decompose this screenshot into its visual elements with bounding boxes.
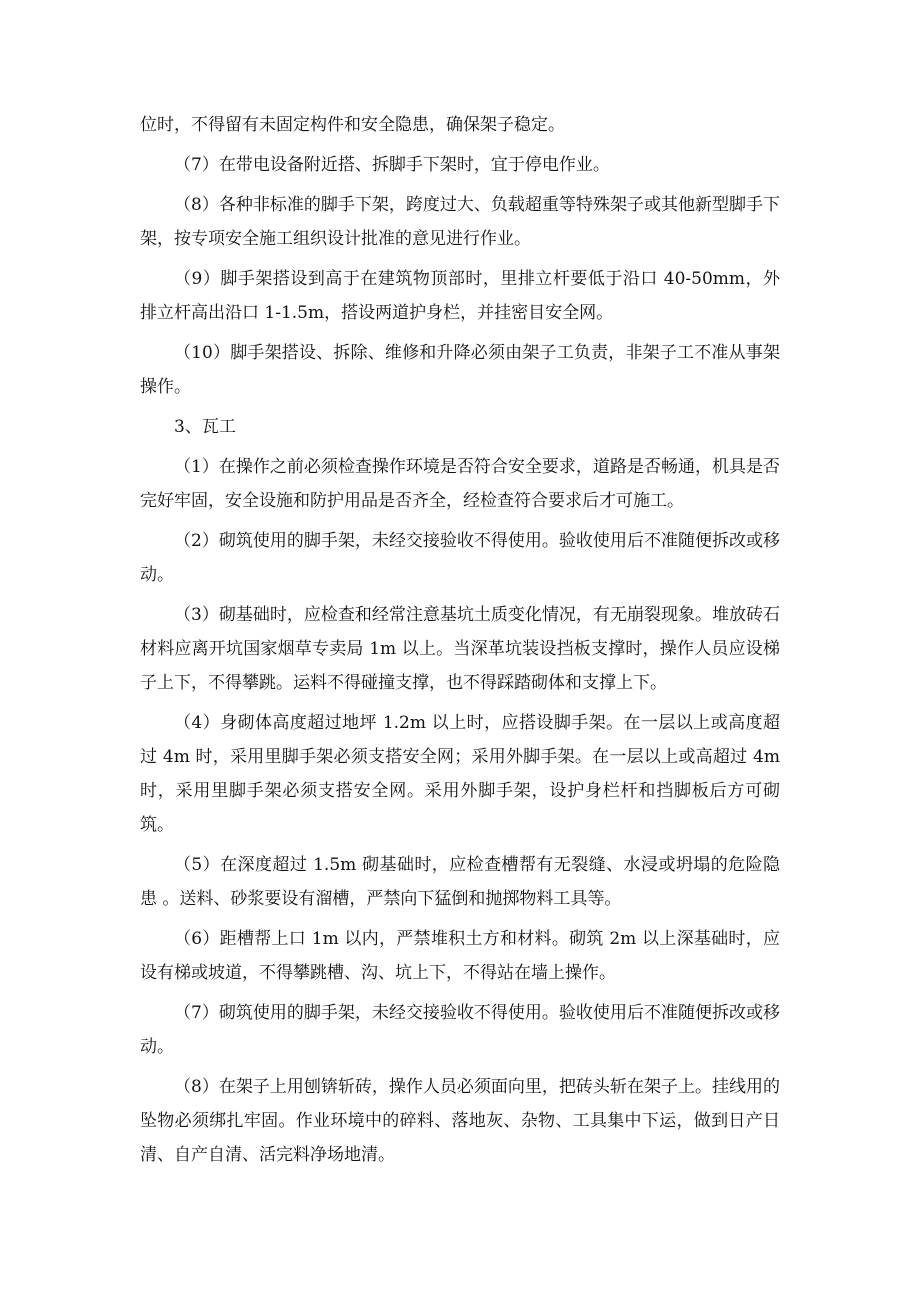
- paragraph-continuation: 位时，不得留有未固定构件和安全隐患，确保架子稳定。: [140, 115, 565, 135]
- document-body: [140, 108, 780, 1178]
- paragraph-bricklayer-2: （2）砌筑使用的脚手架，未经交接验收不得使用。验收使用后不准随便拆改或移动。: [140, 531, 780, 585]
- paragraph-bricklayer-5: （5）在深度超过 1.5m 砌基础时，应检查槽帮有无裂缝、水浸或坍塌的危险隐患 。送料、砂浆要设有溜槽，严禁向下猛倒和抛掷物料工具等。: [140, 855, 780, 909]
- paragraph-bricklayer-6: （6）距槽帮上口 1m 以内，严禁堆积土方和材料。砌筑 2m 以上深基础时，应设有梯或坡道，不得攀跳槽、沟、坑上下，不得站在墙上操作。: [140, 929, 780, 983]
- paragraph-item-7: （7）在带电设备附近搭、拆脚手下架时，宜于停电作业。: [174, 155, 610, 175]
- paragraph-bricklayer-1: （1）在操作之前必须检查操作环境是否符合安全要求，道路是否畅通，机具是否完好牢固，安全设施和防护用品是否齐全，经检查符合要求后才可施工。: [140, 457, 780, 511]
- paragraph-bricklayer-7: （7）砌筑使用的脚手架，未经交接验收不得使用。验收使用后不准随便拆改或移动。: [140, 1003, 780, 1057]
- paragraph-bricklayer-4: （4）身砌体高度超过地坪 1.2m 以上时，应搭设脚手架。在一层以上或高度超过 4m 时，采用里脚手架必须支搭安全网；采用外脚手架。在一层以上或高超过 4m 时，采用里脚手架必须支搭安全网。采用外脚手架，设护身栏杆和挡脚板后方可砌筑。: [140, 713, 780, 835]
- section-heading-bricklayer: 3、瓦工: [174, 417, 236, 437]
- paragraph-bricklayer-8: （8）在架子上用刨锛斩砖，操作人员必须面向里，把砖头斩在架子上。挂线用的坠物必须绑扎牢固。作业环境中的碎料、落地灰、杂物、工具集中下运，做到日产日清、自产自清、活完料净场地清。: [140, 1077, 780, 1165]
- paragraph-item-8: （8）各种非标准的脚手下架，跨度过大、负载超重等特殊架子或其他新型脚手下架，按专项安全施工组织设计批准的意见进行作业。: [140, 195, 780, 249]
- paragraph-item-10: （10）脚手架搭设、拆除、维修和升降必须由架子工负责，非架子工不准从事架操作。: [140, 343, 780, 397]
- paragraph-item-9: （9）脚手架搭设到高于在建筑物顶部时，里排立杆要低于沿口 40-50mm，外排立杆高出沿口 1-1.5m，搭设两道护身栏，并挂密目安全网。: [140, 269, 780, 323]
- paragraph-bricklayer-3: （3）砌基础时，应检查和经常注意基坑土质变化情况，有无崩裂现象。堆放砖石材料应离开坑国家烟草专卖局 1m 以上。当深革坑装设挡板支撑时，操作人员应设梯子上下，不得攀跳。运料不得碰撞支撑，也不得踩踏砌体和支撑上下。: [140, 605, 780, 693]
